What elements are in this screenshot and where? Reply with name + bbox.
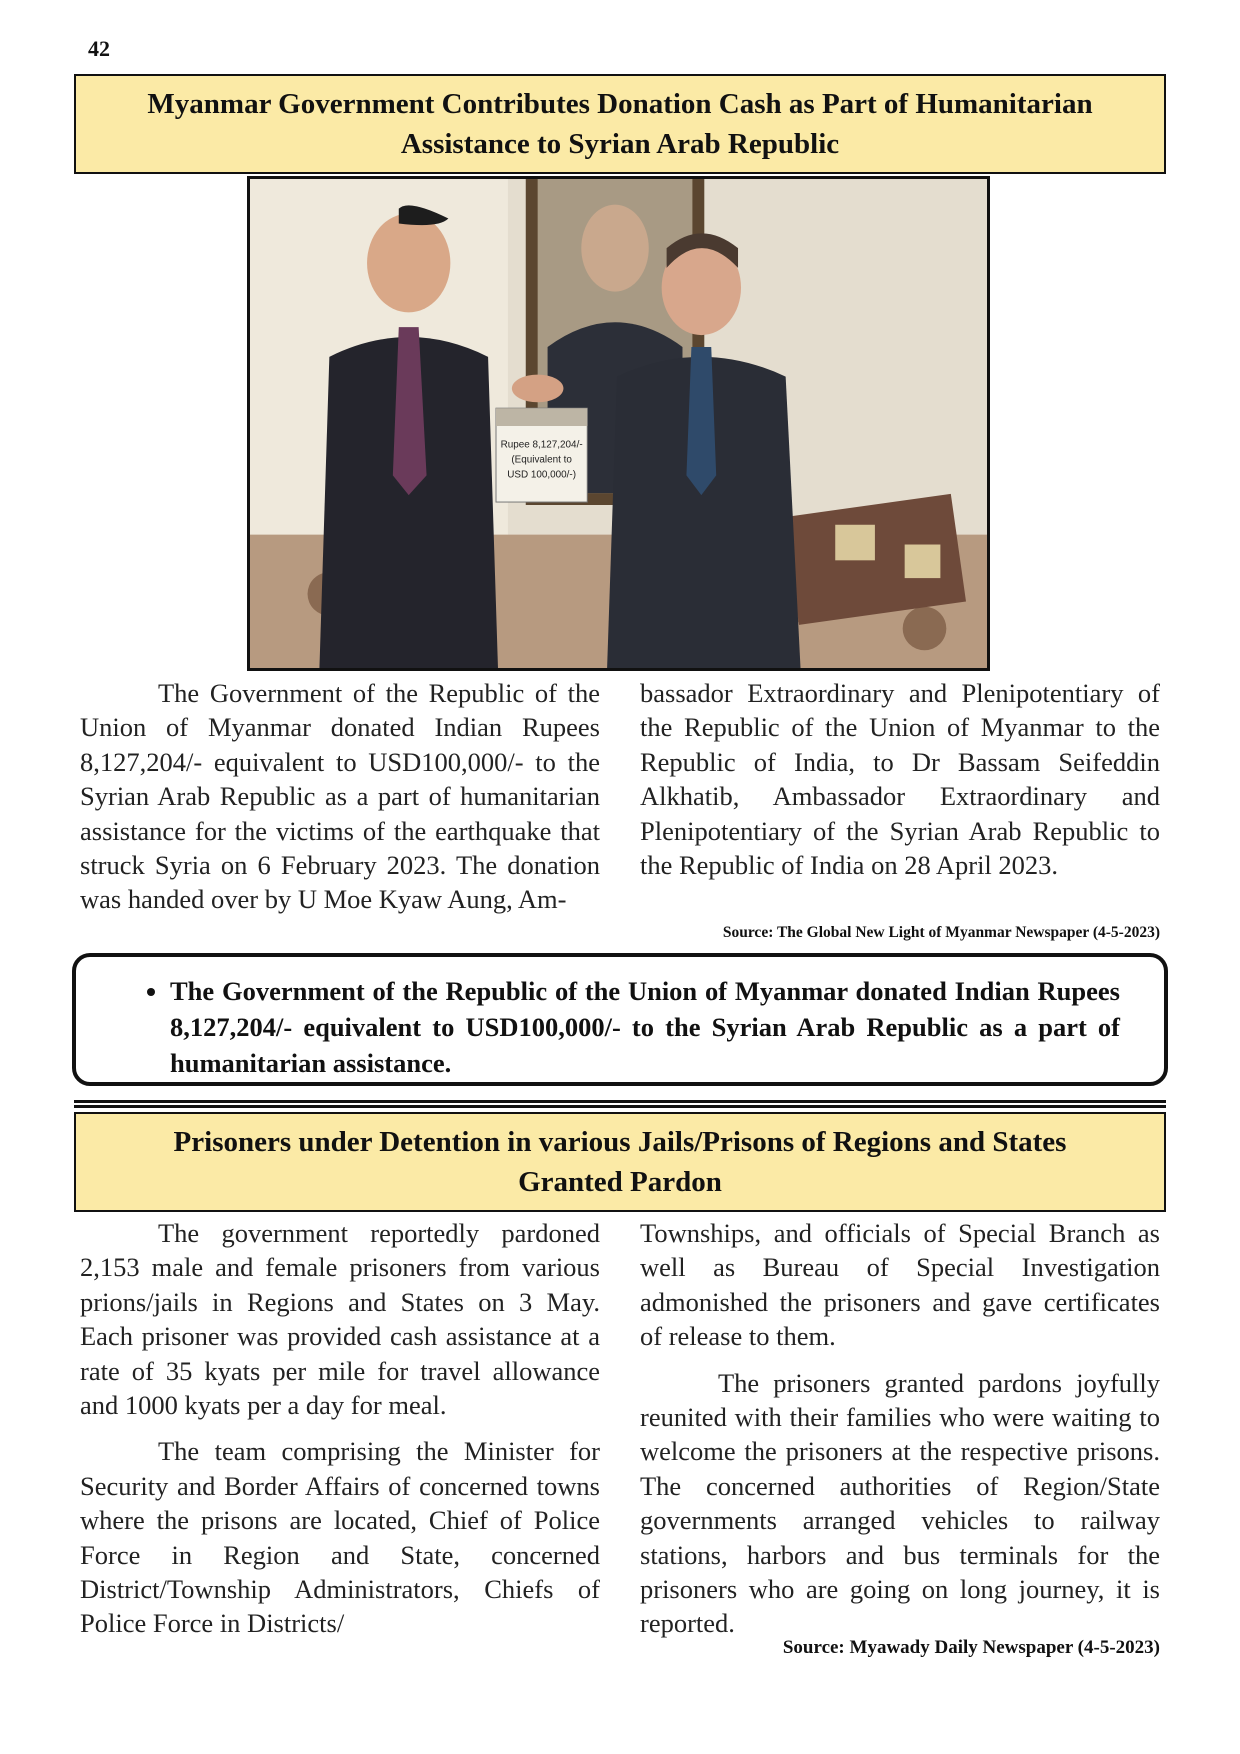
box-label-line: USD 100,000/-) xyxy=(507,469,577,481)
key-point-item: • The Government of the Republic of the Union of Myanmar donated Indian Rupees 8,127,204/- equivalent to USD100,000/- to the Syrian Arab Republic as a part of humanitarian assistance. xyxy=(170,973,1120,1081)
box-label-line: Rupee 8,127,204/- xyxy=(500,439,583,451)
news-photo-handshake xyxy=(247,176,990,671)
article1-column-left xyxy=(80,676,600,917)
article-paragraph: The prisoners granted pardons joyfully reunited with their families who were waiting to welcome the prisoners at the respective prisons. The concerned authorities of Region/State governments arranged vehicles to railway stations, harbors and bus terminals for the prisoners who are going on long journey, it is reported. xyxy=(640,1367,1160,1639)
photo-illustration xyxy=(250,179,987,668)
article-paragraph: The Government of the Republic of the Union of Myanmar donated Indian Rupees 8,127,204/- equivalent to USD100,000/- to the Syrian Arab Republic as a part of humanitarian assistance for the victims of the earthquake that struck Syria on 6 February 2023. The donation was handed over by U Moe Kyaw Aung, Am- xyxy=(80,678,600,915)
article-paragraph: Townships, and officials of Special Branch as well as Bureau of Special Investigation admonished the prisoners and gave certificates of release to them. xyxy=(640,1218,1160,1352)
article-title-line: Assistance to Syrian Arab Republic xyxy=(400,128,840,160)
article1-source: Source: The Global New Light of Myanmar Newspaper (4-5-2023) xyxy=(722,924,1160,941)
key-point-box xyxy=(72,953,1168,1086)
article2-column-right xyxy=(640,1216,1160,1641)
article-paragraph: The government reportedly pardoned 2,153 male and female prisoners from various prions/jails in Regions and States on 3 May. Each prisoner was provided cash assistance at a rate of 35 kyats per mile for travel allowance and 1000 kyats per a day for meal. xyxy=(80,1218,600,1421)
article-paragraph: The team comprising the Minister for Security and Border Affairs of concerned towns where the prisons are located, Chief of Police Force in Region and State, concerned District/Township Administrators, Chiefs of Police Force in Districts/ xyxy=(80,1436,600,1639)
section-divider xyxy=(74,1100,1166,1103)
article-title-line: Granted Pardon xyxy=(518,1166,722,1198)
section-divider xyxy=(74,1105,1166,1108)
article-title-line: Prisoners under Detention in various Jails/Prisons of Regions and States xyxy=(173,1126,1067,1158)
article-title-donation xyxy=(74,74,1166,174)
article2-column-left xyxy=(80,1216,600,1641)
article2-source: Source: Myawady Daily Newspaper (4-5-2023) xyxy=(782,1637,1160,1658)
article-paragraph: bassador Extraordinary and Plenipotentiary of the Republic of the Union of Myanmar to the Republic of India, to Dr Bassam Seifeddin Alkhatib, Ambassador Extraordinary and Plenipotentiary of the Syrian Arab Republic to the Republic of India on 28 April 2023. xyxy=(640,678,1160,881)
box-label-line: (Equivalent to xyxy=(511,454,572,466)
page-number: 42 xyxy=(88,36,110,61)
article-title-pardon xyxy=(74,1112,1166,1212)
article-title-line: Myanmar Government Contributes Donation Cash as Part of Humanitarian xyxy=(147,88,1093,120)
article1-column-right xyxy=(640,676,1160,882)
